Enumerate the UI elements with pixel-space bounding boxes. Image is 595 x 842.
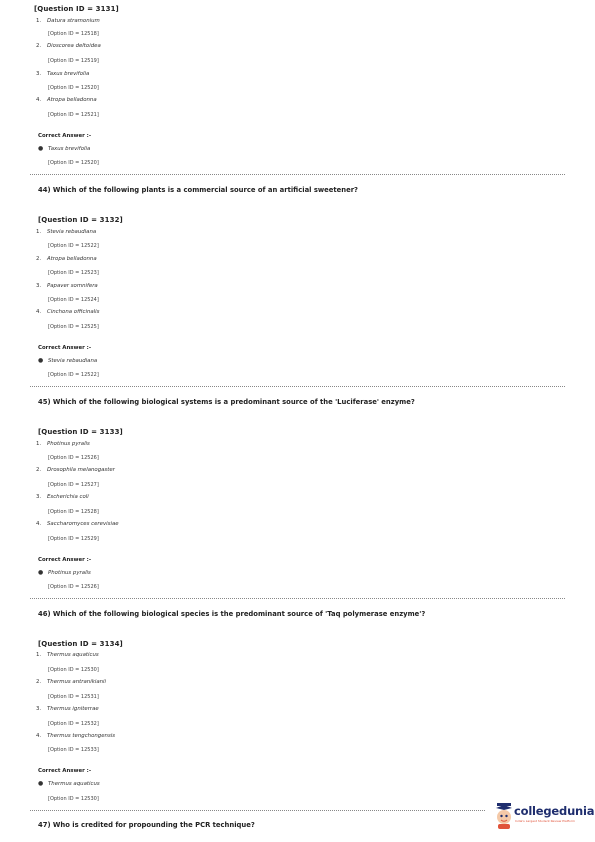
question-text: 46) Which of the following biological species is the predominant source of 'Taq polymerase enzyme'? xyxy=(38,610,426,618)
correct-answer: ● Thermus aquaticus xyxy=(38,780,100,787)
collegedunia-logo xyxy=(494,803,595,831)
correct-option-id: [Option ID = 12522] xyxy=(48,372,99,378)
option-2: 2. Dioscorea deltoidea xyxy=(36,43,101,49)
option-id: [Option ID = 12529] xyxy=(48,536,99,542)
question-id: [Question ID = 3131] xyxy=(34,5,119,13)
option-id: [Option ID = 12525] xyxy=(48,324,99,330)
question-text: 44) Which of the following plants is a commercial source of an artificial sweetener? xyxy=(38,186,359,194)
option-id: [Option ID = 12521] xyxy=(48,112,99,118)
question-text: 45) Which of the following biological systems is a predominant source of the 'Luciferase' enzyme? xyxy=(38,398,415,406)
correct-option-id: [Option ID = 12526] xyxy=(48,584,99,590)
option-4: 4. Cinchona officinalis xyxy=(36,309,100,315)
option-1: 1. Thermus aquaticus xyxy=(36,652,99,658)
option-id: [Option ID = 12531] xyxy=(48,694,99,700)
option-2: 2. Atropa belladonna xyxy=(36,256,97,262)
option-2: 2. Thermus antranikianii xyxy=(36,679,107,685)
option-id: [Option ID = 12522] xyxy=(48,243,99,249)
divider xyxy=(30,810,485,811)
logo-wordmark: collegedunia xyxy=(514,804,595,818)
question-text: 47) Who is credited for propounding the PCR technique? xyxy=(38,821,255,829)
correct-answer-label: Correct Answer :- xyxy=(38,768,92,774)
option-4: 4. Thermus tengchongensis xyxy=(36,733,116,739)
option-id: [Option ID = 12533] xyxy=(48,747,99,753)
option-3: 3. Taxus brevifolia xyxy=(36,71,90,77)
option-id: [Option ID = 12524] xyxy=(48,297,99,303)
option-4: 4. Atropa belladonna xyxy=(36,97,97,103)
correct-option-id: [Option ID = 12530] xyxy=(48,796,99,802)
divider xyxy=(30,174,565,175)
option-id: [Option ID = 12518] xyxy=(48,31,99,37)
bullet-icon: ● xyxy=(38,569,44,576)
option-3: 3. Escherichia coli xyxy=(36,494,89,500)
correct-answer: ● Stevia rebaudiana xyxy=(38,357,98,364)
correct-answer-label: Correct Answer :- xyxy=(38,557,92,563)
logo-tagline: India's Largest Student Review Platform xyxy=(515,819,575,823)
question-id: [Question ID = 3133] xyxy=(38,428,123,436)
option-id: [Option ID = 12520] xyxy=(48,85,99,91)
correct-answer: ● Taxus brevifolia xyxy=(38,145,91,152)
option-id: [Option ID = 12527] xyxy=(48,482,99,488)
correct-answer-label: Correct Answer :- xyxy=(38,133,92,139)
question-id: [Question ID = 3132] xyxy=(38,216,123,224)
option-1: 1. Stevia rebaudiana xyxy=(36,229,97,235)
option-id: [Option ID = 12523] xyxy=(48,270,99,276)
option-3: 3. Papaver somnifera xyxy=(36,283,98,289)
logo-mascot-icon xyxy=(494,803,514,829)
option-1: 1. Photinus pyralis xyxy=(36,441,90,447)
option-id: [Option ID = 12530] xyxy=(48,667,99,673)
option-id: [Option ID = 12532] xyxy=(48,721,99,727)
divider xyxy=(30,598,565,599)
option-2: 2. Drosophila melanogaster xyxy=(36,467,115,473)
bullet-icon: ● xyxy=(38,780,44,787)
divider xyxy=(30,386,565,387)
bullet-icon: ● xyxy=(38,145,44,152)
option-1: 1. Datura stramonium xyxy=(36,18,100,24)
correct-answer: ● Photinus pyralis xyxy=(38,569,91,576)
correct-option-id: [Option ID = 12520] xyxy=(48,160,99,166)
bullet-icon: ● xyxy=(38,357,44,364)
option-id: [Option ID = 12528] xyxy=(48,509,99,515)
option-3: 3. Thermus igniterrae xyxy=(36,706,99,712)
correct-answer-label: Correct Answer :- xyxy=(38,345,92,351)
question-id: [Question ID = 3134] xyxy=(38,640,123,648)
option-id: [Option ID = 12526] xyxy=(48,455,99,461)
option-id: [Option ID = 12519] xyxy=(48,58,99,64)
option-4: 4. Saccharomyces cerevisiae xyxy=(36,521,119,527)
